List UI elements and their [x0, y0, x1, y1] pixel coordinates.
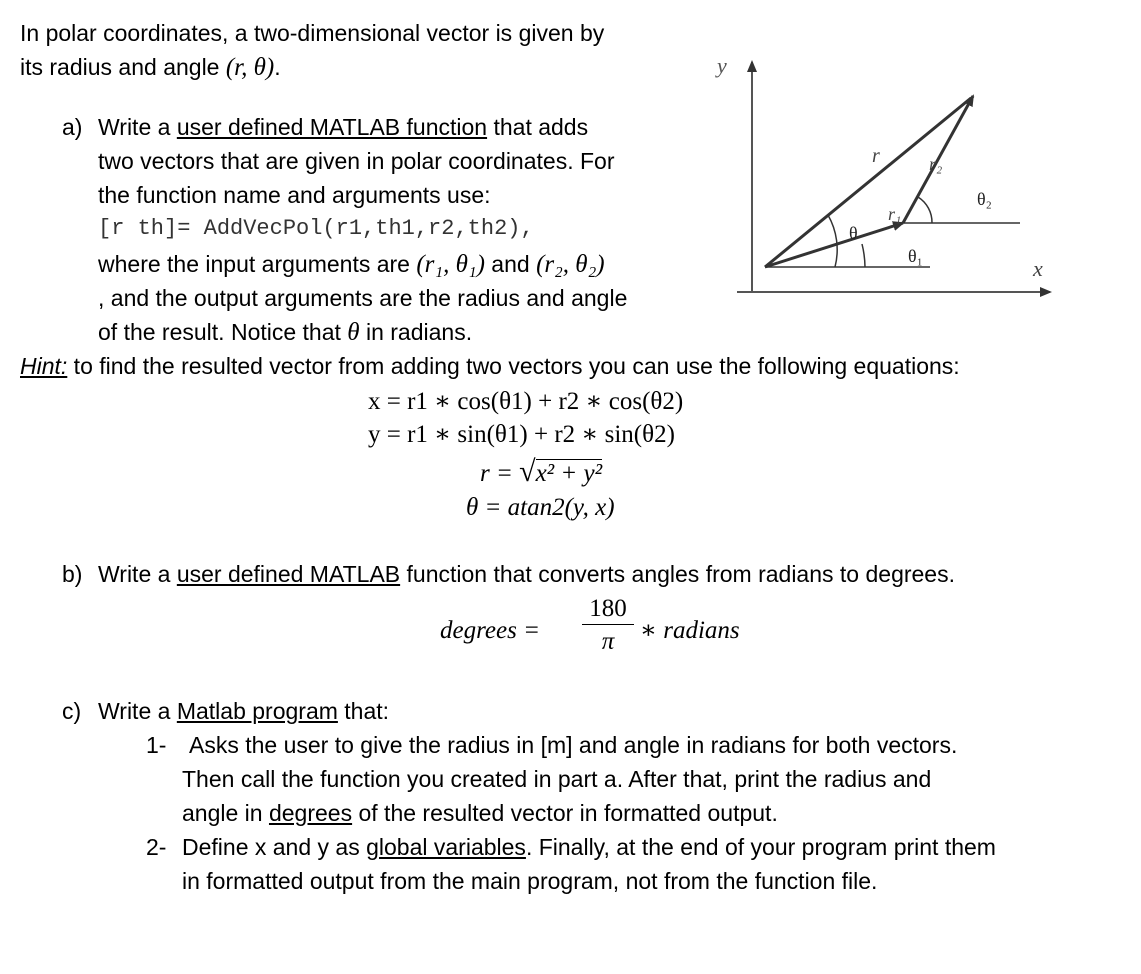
part-c-pre: Write a: [98, 698, 177, 724]
fraction-numerator: 180: [589, 595, 627, 622]
item-1-line-3: [182, 796, 778, 830]
item-2-line-1-pre: Define x and y as: [182, 834, 367, 860]
vector-r: [765, 98, 971, 267]
r1-label: r₁: [888, 204, 902, 224]
item-1-number: 1-: [146, 732, 167, 758]
item-2-line-2: in formatted output from the main program, not from the function file.: [182, 868, 878, 894]
item-2-underlined-term: global variables: [366, 834, 526, 860]
intro-line-1: In polar coordinates, a two-dimensional vector is given by: [20, 20, 605, 46]
sqrt-symbol: √: [519, 455, 536, 488]
item-2-number: 2-: [146, 834, 167, 860]
equation-y: y = r1 ∗ sin(θ1) + r2 ∗ sin(θ2): [368, 421, 675, 448]
intro-period: .: [274, 54, 281, 80]
theta1-label: θ₁: [908, 246, 923, 266]
part-c-underlined-term: Matlab program: [176, 698, 338, 724]
degrees-rhs: ∗ radians: [640, 617, 740, 644]
part-b-post: function that converts angles from radians to degrees.: [400, 561, 955, 587]
fraction-denominator: π: [582, 624, 634, 659]
part-b-line: [98, 557, 955, 591]
intro-line-2-text: its radius and angle: [20, 54, 226, 80]
part-a-line-5-and: and: [484, 251, 537, 277]
part-a-underlined-term: user defined MATLAB function: [176, 114, 488, 140]
equation-theta: θ = atan2(y, x): [466, 494, 615, 521]
part-a-line-1: [98, 110, 588, 144]
intro-line-2: [20, 50, 281, 85]
part-a-marker: a): [62, 114, 83, 140]
hint-label: Hint:: [20, 353, 68, 379]
equation-r-lhs: r =: [480, 460, 520, 487]
part-a-line-3: the function name and arguments use:: [98, 182, 491, 208]
vector-addition-diagram: [717, 40, 1065, 305]
theta-arc: [828, 215, 837, 267]
intro-polar-pair: (r, θ): [225, 54, 275, 81]
degrees-lhs: degrees =: [440, 617, 540, 644]
x-axis-label: x: [1033, 256, 1043, 281]
part-c-marker: c): [62, 698, 82, 724]
equation-r-radicand: x² + y²: [535, 460, 603, 487]
equation-r: [480, 455, 602, 491]
item-1-line-3-pre: angle in: [182, 800, 269, 826]
item-1-underlined-term: degrees: [268, 800, 353, 826]
part-a-line-5: [98, 247, 605, 282]
hint-line: [20, 349, 960, 383]
part-a-line-5-pre: where the input arguments are: [98, 251, 417, 277]
part-a-theta: θ: [347, 319, 360, 346]
item-2-line-1-post: . Finally, at the end of your program print them: [525, 834, 996, 860]
part-a-function-signature: [r th]= AddVecPol(r1,th1,r2,th2),: [98, 216, 534, 241]
part-a-line-7: [98, 315, 472, 350]
part-c-post: that:: [337, 698, 390, 724]
part-b-pre: Write a: [98, 561, 177, 587]
part-c-line: [98, 694, 389, 728]
equation-x: x = r1 ∗ cos(θ1) + r2 ∗ cos(θ2): [368, 388, 684, 415]
theta-label: θ: [849, 223, 858, 243]
item-2-line-1: [182, 830, 996, 864]
part-a-line-1-pre: Write a: [98, 114, 177, 140]
part-b-underlined-term: user defined MATLAB: [176, 561, 401, 587]
part-a-line-7-pre: of the result. Notice that: [98, 319, 348, 345]
part-a-line-7-post: in radians.: [359, 319, 473, 345]
item-1-line-2: Then call the function you created in part a. After that, print the radius and: [182, 766, 932, 792]
part-a-line-2: two vectors that are given in polar coordinates. For: [98, 148, 615, 174]
r2-label: r₂: [929, 154, 943, 174]
part-a-input-pair-2: (r₂, θ₂): [536, 251, 605, 278]
theta2-label: θ₂: [977, 189, 992, 209]
item-1-line-3-post: of the resulted vector in formatted output.: [352, 800, 778, 826]
degrees-fraction: [582, 594, 634, 659]
part-a-line-6: , and the output arguments are the radius and angle: [98, 285, 628, 311]
r-label: r: [872, 145, 880, 167]
part-b-marker: b): [62, 561, 83, 587]
theta1-arc: [862, 244, 865, 267]
item-1-line-1: Asks the user to give the radius in [m] and angle in radians for both vectors.: [189, 732, 958, 758]
part-a-line-1-post: that adds: [487, 114, 589, 140]
theta2-arc: [918, 197, 932, 223]
part-a-input-pair-1: (r₁, θ₁): [416, 251, 485, 278]
hint-text: to find the resulted vector from adding two vectors you can use the following equations:: [67, 353, 960, 379]
y-axis-label: y: [717, 53, 727, 78]
